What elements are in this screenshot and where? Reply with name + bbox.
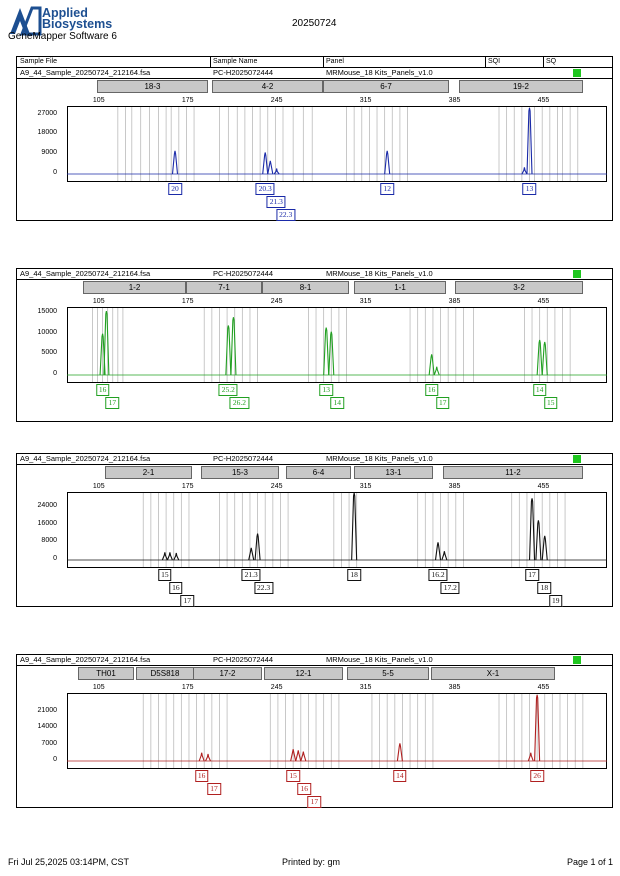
x-tick-label: 385: [448, 298, 461, 305]
allele-call-label[interactable]: 25.2: [219, 384, 238, 396]
y-tick-label: 14000: [37, 723, 57, 730]
x-tick-label: 315: [359, 684, 372, 691]
y-tick-label: 0: [53, 169, 57, 176]
sample-name: PC-H2025072444: [213, 269, 274, 278]
x-tick-label: 245: [270, 298, 283, 305]
marker-11-2[interactable]: 11-2: [443, 466, 583, 479]
brand-line-1: Applied: [42, 6, 88, 20]
allele-call-label[interactable]: 14: [393, 770, 407, 782]
sample-name: PC-H2025072444: [213, 454, 274, 463]
marker-17-2[interactable]: 17-2: [193, 667, 262, 680]
electropherogram-plot: [67, 307, 607, 383]
x-tick-label: 385: [448, 483, 461, 490]
panel-green: [16, 268, 613, 422]
peak: [167, 552, 172, 560]
x-tick-label: 385: [448, 684, 461, 691]
marker-3-2[interactable]: 3-2: [455, 281, 583, 294]
allele-call-label[interactable]: 20.3: [256, 183, 275, 195]
panel: MRMouse_18 Kits_Panels_v1.0: [326, 68, 433, 77]
report-title: 20250724: [292, 18, 337, 29]
y-tick-label: 9000: [41, 149, 57, 157]
allele-call-label[interactable]: 26.2: [230, 397, 249, 409]
allele-call-label[interactable]: 19: [549, 595, 563, 607]
plot-border: [68, 308, 607, 383]
y-tick-label: 0: [53, 756, 57, 763]
peak: [436, 542, 441, 560]
sample-file: A9_44_Sample_20250724_212164.fsa: [20, 655, 151, 664]
x-tick-label: 455: [537, 483, 550, 490]
x-tick-label: 105: [92, 97, 105, 104]
peak: [199, 753, 204, 761]
panel-blue: [16, 67, 613, 221]
marker-5-5[interactable]: 5-5: [347, 667, 429, 680]
peak: [226, 326, 231, 376]
x-tick-label: 245: [270, 483, 283, 490]
x-tick-label: 455: [537, 684, 550, 691]
sample-file: A9_44_Sample_20250724_212164.fsa: [20, 269, 151, 278]
sample-info-row: [17, 68, 612, 79]
x-tick-label: 385: [448, 97, 461, 104]
y-tick-label: 15000: [37, 308, 57, 316]
allele-call-label[interactable]: 17: [525, 569, 539, 581]
y-tick-label: 0: [53, 370, 57, 377]
marker-TH01[interactable]: TH01: [78, 667, 134, 680]
x-tick-label: 105: [92, 298, 105, 305]
sample-file: A9_44_Sample_20250724_212164.fsa: [20, 68, 151, 77]
electropherogram-plot: [67, 492, 607, 568]
electropherogram-plot: [67, 106, 607, 182]
marker-19-2[interactable]: 19-2: [459, 80, 583, 93]
software-name: GeneMapper Software 6: [8, 31, 117, 42]
peak: [528, 753, 533, 761]
peak: [206, 754, 211, 761]
sizing-quality-indicator: [573, 270, 581, 278]
sample-name: PC-H2025072444: [213, 68, 274, 77]
marker-13-1[interactable]: 13-1: [354, 466, 433, 479]
plot-border: [68, 694, 607, 769]
y-tick-label: 21000: [37, 706, 57, 714]
electropherogram-plot: [67, 693, 607, 769]
y-tick-label: 0: [53, 555, 57, 562]
peak: [162, 552, 167, 560]
peak: [352, 493, 357, 560]
allele-call-label[interactable]: 21.3: [267, 196, 286, 208]
x-tick-label: 315: [359, 298, 372, 305]
y-tick-label: 5000: [41, 349, 57, 357]
allele-call-label[interactable]: 16: [169, 582, 183, 594]
marker-4-2[interactable]: 4-2: [212, 80, 323, 93]
sample-name: PC-H2025072444: [213, 655, 274, 664]
y-tick-label: 7000: [41, 739, 57, 747]
allele-call-label[interactable]: 22.3: [276, 209, 295, 221]
plot-border: [68, 493, 607, 568]
allele-call-label[interactable]: 14: [331, 397, 345, 409]
y-tick-label: 27000: [37, 109, 57, 117]
peak: [530, 498, 535, 560]
allele-call-label[interactable]: 13: [523, 183, 537, 195]
allele-call-label[interactable]: 18: [538, 582, 552, 594]
allele-call-label[interactable]: 17: [436, 397, 450, 409]
marker-2-1[interactable]: 2-1: [105, 466, 192, 479]
peak: [274, 169, 279, 175]
x-tick-label: 175: [181, 97, 194, 104]
peak: [434, 367, 439, 375]
peak: [104, 311, 109, 375]
allele-call-label[interactable]: 21.3: [242, 569, 261, 581]
plot-border: [68, 107, 607, 182]
peak: [173, 151, 178, 174]
peak: [397, 743, 402, 761]
brand-line-2: Biosystems: [42, 17, 113, 31]
allele-call-label[interactable]: 16: [425, 384, 439, 396]
allele-call-label[interactable]: 16.2: [428, 569, 447, 581]
marker-1-1[interactable]: 1-1: [354, 281, 446, 294]
allele-call-label[interactable]: 22.3: [254, 582, 273, 594]
printed-by: Printed by: gm: [282, 857, 341, 867]
x-tick-label: 175: [181, 684, 194, 691]
marker-6-7[interactable]: 6-7: [323, 80, 449, 93]
x-tick-label: 245: [270, 684, 283, 691]
peak: [174, 553, 179, 560]
sizing-quality-indicator: [573, 656, 581, 664]
allele-call-label[interactable]: 13: [319, 384, 333, 396]
x-tick-label: 105: [92, 483, 105, 490]
x-tick-label: 315: [359, 97, 372, 104]
peak: [542, 342, 547, 375]
peak: [301, 752, 306, 761]
col-sample-file: Sample File: [20, 58, 57, 65]
col-sqi: SQI: [488, 58, 501, 65]
marker-X-1[interactable]: X-1: [431, 667, 555, 680]
sizing-quality-indicator: [573, 69, 581, 77]
print-date: Fri Jul 25,2025 03:14PM, CST: [8, 857, 130, 867]
marker-15-3[interactable]: 15-3: [201, 466, 279, 479]
x-tick-label: 175: [181, 298, 194, 305]
allele-call-label[interactable]: 17.2: [441, 582, 460, 594]
x-tick-label: 175: [181, 483, 194, 490]
x-tick-label: 245: [270, 97, 283, 104]
y-tick-label: 8000: [41, 537, 57, 545]
x-tick-label: 455: [537, 97, 550, 104]
marker-18-3[interactable]: 18-3: [97, 80, 208, 93]
marker-7-1[interactable]: 7-1: [186, 281, 262, 294]
marker-1-2[interactable]: 1-2: [83, 281, 186, 294]
allele-call-label[interactable]: 18: [347, 569, 361, 581]
panel: MRMouse_18 Kits_Panels_v1.0: [326, 454, 433, 463]
y-tick-label: 18000: [37, 129, 57, 137]
x-tick-label: 105: [92, 684, 105, 691]
peak: [542, 536, 547, 560]
peak: [231, 317, 236, 375]
sizing-quality-indicator: [573, 455, 581, 463]
col-sample-name: Sample Name: [213, 58, 258, 65]
sample-info-row: [17, 655, 612, 666]
sample-info-row: [17, 454, 612, 465]
y-tick-label: 10000: [37, 328, 57, 336]
allele-call-label[interactable]: 17: [181, 595, 195, 607]
allele-call-label[interactable]: 12: [380, 183, 394, 195]
col-panel: Panel: [326, 58, 344, 65]
marker-6-4[interactable]: 6-4: [286, 466, 351, 479]
col-sq: SQ: [546, 58, 557, 65]
allele-call-label[interactable]: 17: [308, 796, 322, 808]
x-tick-label: 315: [359, 483, 372, 490]
allele-call-label[interactable]: 17: [207, 783, 221, 795]
allele-call-label[interactable]: 15: [158, 569, 172, 581]
marker-D5S818[interactable]: D5S818: [136, 667, 194, 680]
peak: [429, 354, 434, 375]
panel-black: [16, 453, 613, 607]
peak: [268, 161, 273, 174]
sample-info-row: [17, 269, 612, 280]
peak: [296, 750, 301, 761]
peak: [442, 551, 447, 560]
marker-8-1[interactable]: 8-1: [262, 281, 349, 294]
allele-call-label[interactable]: 14: [533, 384, 547, 396]
panel-red: [16, 654, 613, 808]
allele-call-label[interactable]: 15: [544, 397, 558, 409]
peak: [385, 151, 390, 174]
panel: MRMouse_18 Kits_Panels_v1.0: [326, 269, 433, 278]
marker-12-1[interactable]: 12-1: [264, 667, 343, 680]
y-tick-label: 16000: [37, 519, 57, 527]
allele-call-label[interactable]: 16: [96, 384, 110, 396]
peak: [324, 328, 329, 375]
peak: [263, 152, 268, 174]
peak: [522, 167, 527, 174]
y-tick-label: 24000: [37, 502, 57, 510]
allele-call-label[interactable]: 16: [297, 783, 311, 795]
panel: MRMouse_18 Kits_Panels_v1.0: [326, 655, 433, 664]
x-tick-label: 455: [537, 298, 550, 305]
peak: [536, 520, 541, 560]
allele-call-label[interactable]: 20: [168, 183, 182, 195]
allele-call-label[interactable]: 26: [530, 770, 544, 782]
peak: [249, 548, 254, 560]
sample-file: A9_44_Sample_20250724_212164.fsa: [20, 454, 151, 463]
allele-call-label[interactable]: 17: [106, 397, 120, 409]
allele-call-label[interactable]: 16: [195, 770, 209, 782]
allele-call-label[interactable]: 15: [286, 770, 300, 782]
page-number: Page 1 of 1: [567, 857, 614, 867]
